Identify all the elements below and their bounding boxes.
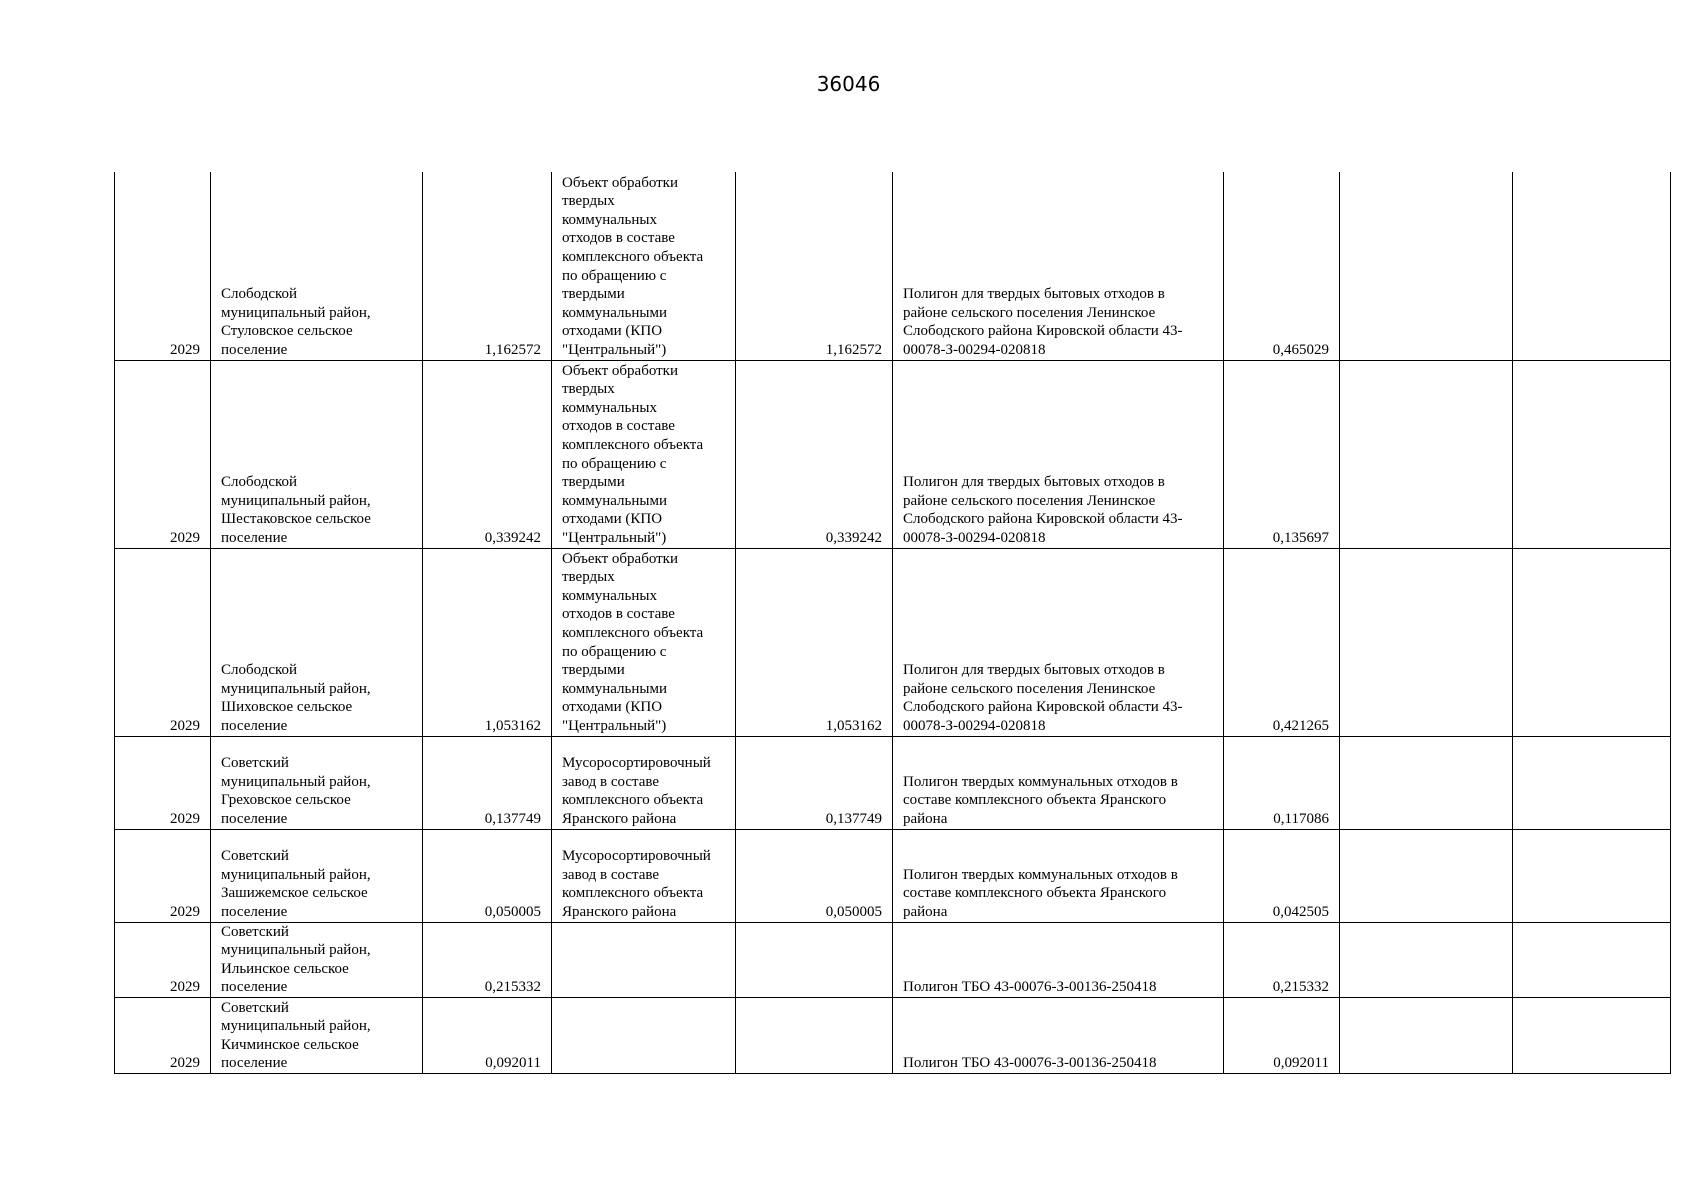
- table-row: [115, 997, 1671, 1073]
- year-cell: 2029: [115, 997, 211, 1073]
- page-number: 36046: [816, 72, 881, 96]
- landfill-cell: Полигон для твердых бытовых отходов в районе сельского поселения Ленинское Слободского района Кировской области 43- 00078-З-00294-020818: [893, 548, 1224, 736]
- mass-disposed-cell: 0,465029: [1224, 172, 1340, 360]
- mass-processed-cell: 1,053162: [736, 548, 893, 736]
- territory-cell: Советский муниципальный район, Ильинское сельское поселение: [211, 922, 423, 997]
- year-cell: 2029: [115, 548, 211, 736]
- mass-processed-cell: 0,339242: [736, 360, 893, 548]
- mass-formed-cell: 1,162572: [423, 172, 552, 360]
- mass-formed-cell: 1,053162: [423, 548, 552, 736]
- year-cell: 2029: [115, 360, 211, 548]
- empty-cell: [1513, 997, 1671, 1073]
- mass-formed-cell: 0,137749: [423, 736, 552, 829]
- mass-disposed-cell: 0,421265: [1224, 548, 1340, 736]
- mass-formed-cell: 0,215332: [423, 922, 552, 997]
- processing-facility-cell: Объект обработки твердых коммунальных отходов в составе комплексного объекта по обращению с твердыми коммунальными отходами (КПО "Центральный"): [552, 172, 736, 360]
- mass-formed-cell: 0,092011: [423, 997, 552, 1073]
- year-cell: 2029: [115, 172, 211, 360]
- landfill-cell: Полигон твердых коммунальных отходов в составе комплексного объекта Яранского района: [893, 829, 1224, 922]
- empty-cell: [1513, 736, 1671, 829]
- landfill-cell: Полигон ТБО 43-00076-З-00136-250418: [893, 997, 1224, 1073]
- empty-cell: [1340, 736, 1513, 829]
- processing-facility-cell: Объект обработки твердых коммунальных отходов в составе комплексного объекта по обращению с твердыми коммунальными отходами (КПО "Центральный"): [552, 360, 736, 548]
- empty-cell: [1340, 922, 1513, 997]
- mass-processed-cell: 0,050005: [736, 829, 893, 922]
- table-row: [115, 360, 1671, 548]
- empty-cell: [1513, 829, 1671, 922]
- landfill-cell: Полигон для твердых бытовых отходов в районе сельского поселения Ленинское Слободского района Кировской области 43- 00078-З-00294-020818: [893, 172, 1224, 360]
- empty-cell: [1340, 360, 1513, 548]
- table-row: [115, 829, 1671, 922]
- empty-cell: [1340, 829, 1513, 922]
- mass-processed-cell: [736, 997, 893, 1073]
- waste-flow-table: [114, 172, 1671, 1074]
- territory-cell: Советский муниципальный район, Зашижемское сельское поселение: [211, 829, 423, 922]
- processing-facility-cell: [552, 922, 736, 997]
- processing-facility-cell: [552, 997, 736, 1073]
- landfill-cell: Полигон ТБО 43-00076-З-00136-250418: [893, 922, 1224, 997]
- table-row: [115, 736, 1671, 829]
- year-cell: 2029: [115, 736, 211, 829]
- empty-cell: [1340, 997, 1513, 1073]
- landfill-cell: Полигон для твердых бытовых отходов в районе сельского поселения Ленинское Слободского района Кировской области 43- 00078-З-00294-020818: [893, 360, 1224, 548]
- empty-cell: [1513, 922, 1671, 997]
- mass-processed-cell: [736, 922, 893, 997]
- table-row: [115, 548, 1671, 736]
- mass-disposed-cell: 0,092011: [1224, 997, 1340, 1073]
- territory-cell: Слободской муниципальный район, Шестаковское сельское поселение: [211, 360, 423, 548]
- year-cell: 2029: [115, 829, 211, 922]
- processing-facility-cell: Мусоросортировочный завод в составе комплексного объекта Яранского района: [552, 829, 736, 922]
- empty-cell: [1340, 548, 1513, 736]
- territory-cell: Слободской муниципальный район, Стуловское сельское поселение: [211, 172, 423, 360]
- empty-cell: [1513, 172, 1671, 360]
- empty-cell: [1513, 360, 1671, 548]
- mass-disposed-cell: 0,215332: [1224, 922, 1340, 997]
- territory-cell: Слободской муниципальный район, Шиховское сельское поселение: [211, 548, 423, 736]
- mass-disposed-cell: 0,117086: [1224, 736, 1340, 829]
- mass-formed-cell: 0,339242: [423, 360, 552, 548]
- table-row: [115, 922, 1671, 997]
- empty-cell: [1340, 172, 1513, 360]
- mass-processed-cell: 1,162572: [736, 172, 893, 360]
- table-row: [115, 172, 1671, 360]
- mass-formed-cell: 0,050005: [423, 829, 552, 922]
- mass-disposed-cell: 0,042505: [1224, 829, 1340, 922]
- territory-cell: Советский муниципальный район, Греховское сельское поселение: [211, 736, 423, 829]
- year-cell: 2029: [115, 922, 211, 997]
- mass-processed-cell: 0,137749: [736, 736, 893, 829]
- processing-facility-cell: Объект обработки твердых коммунальных отходов в составе комплексного объекта по обращению с твердыми коммунальными отходами (КПО "Центральный"): [552, 548, 736, 736]
- empty-cell: [1513, 548, 1671, 736]
- processing-facility-cell: Мусоросортировочный завод в составе комплексного объекта Яранского района: [552, 736, 736, 829]
- mass-disposed-cell: 0,135697: [1224, 360, 1340, 548]
- landfill-cell: Полигон твердых коммунальных отходов в составе комплексного объекта Яранского района: [893, 736, 1224, 829]
- territory-cell: Советский муниципальный район, Кичминское сельское поселение: [211, 997, 423, 1073]
